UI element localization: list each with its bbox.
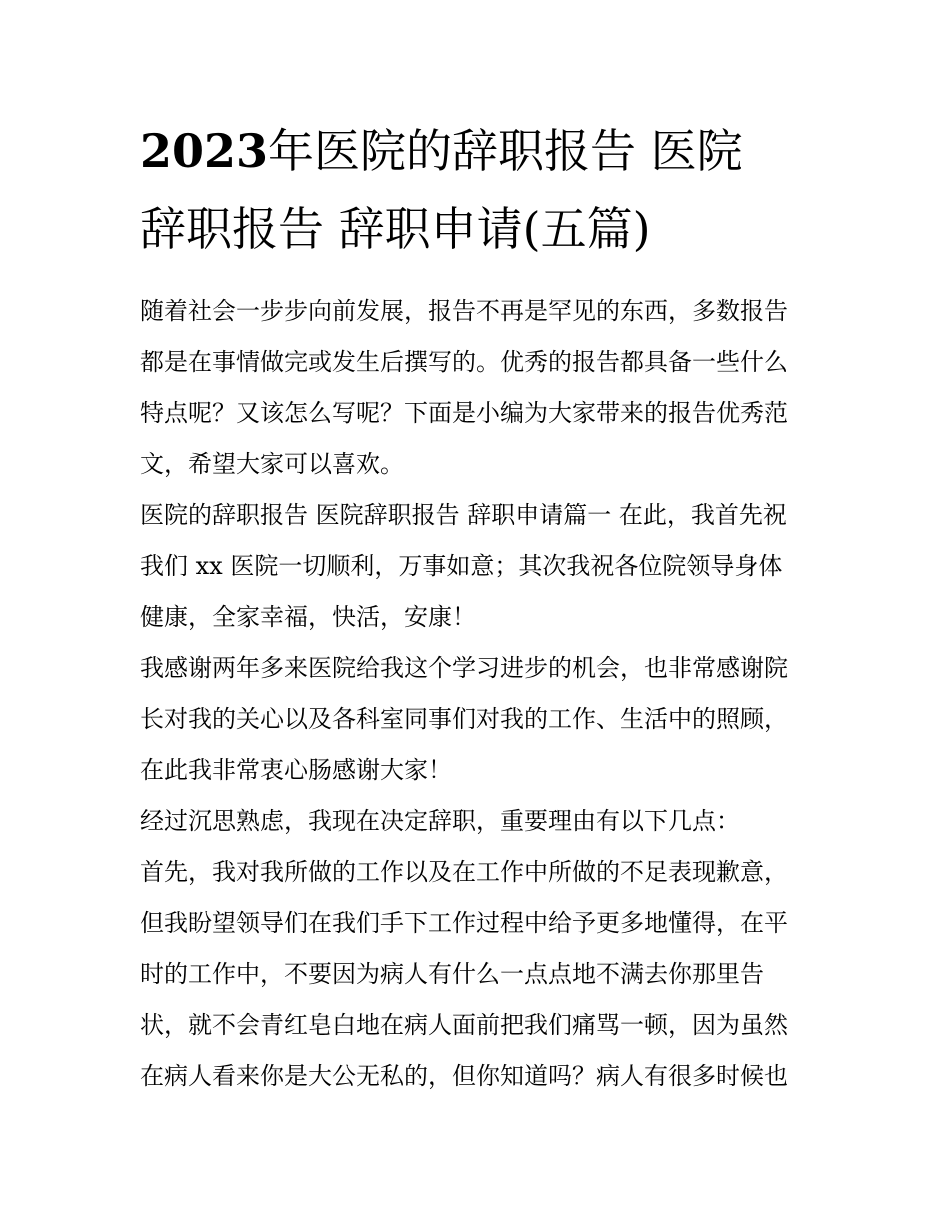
- body-line: 我们 xx 医院一切顺利，万事如意；其次我祝各位院领导身体: [140, 552, 783, 580]
- body-line: 经过沉思熟虑，我现在决定辞职，重要理由有以下几点：: [140, 807, 740, 835]
- body-line: 健康，全家幸福，快活，安康！: [140, 603, 476, 631]
- document-body: [140, 286, 820, 1102]
- body-line: 随着社会一步步向前发展，报告不再是罕见的东西，多数报告: [140, 297, 788, 325]
- body-line: 但我盼望领导们在我们手下工作过程中给予更多地懂得，在平: [140, 909, 788, 937]
- document-title-line-1: [140, 112, 820, 190]
- body-line: 时的工作中，不要因为病人有什么一点点地不满去你那里告: [140, 960, 764, 988]
- body-line: 长对我的关心以及各科室同事们对我的工作、生活中的照顾，: [140, 705, 788, 733]
- document-content: [140, 112, 820, 1102]
- body-line: 文，希望大家可以喜欢。: [140, 450, 404, 478]
- body-line: 首先，我对我所做的工作以及在工作中所做的不足表现歉意，: [140, 858, 788, 886]
- body-line: 医院的辞职报告 医院辞职报告 辞职申请篇一 在此，我首先祝: [140, 501, 787, 529]
- body-line: 在病人看来你是大公无私的，但你知道吗？病人有很多时候也: [140, 1062, 788, 1090]
- body-line: 我感谢两年多来医院给我这个学习进步的机会，也非常感谢院: [140, 654, 788, 682]
- body-line: 特点呢？又该怎么写呢？下面是小编为大家带来的报告优秀范: [140, 399, 788, 427]
- title-text-1: 年医院的辞职报告 医院: [268, 124, 743, 178]
- document-title-line-2: [140, 190, 820, 268]
- body-line: 在此我非常衷心肠感谢大家！: [140, 756, 452, 784]
- title-year: 2023: [140, 124, 269, 178]
- title-text-2: 辞职报告 辞职申请(五篇): [140, 202, 651, 256]
- body-line: 状，就不会青红皂白地在病人面前把我们痛骂一顿，因为虽然: [140, 1011, 788, 1039]
- body-line: 都是在事情做完或发生后撰写的。优秀的报告都具备一些什么: [140, 348, 788, 376]
